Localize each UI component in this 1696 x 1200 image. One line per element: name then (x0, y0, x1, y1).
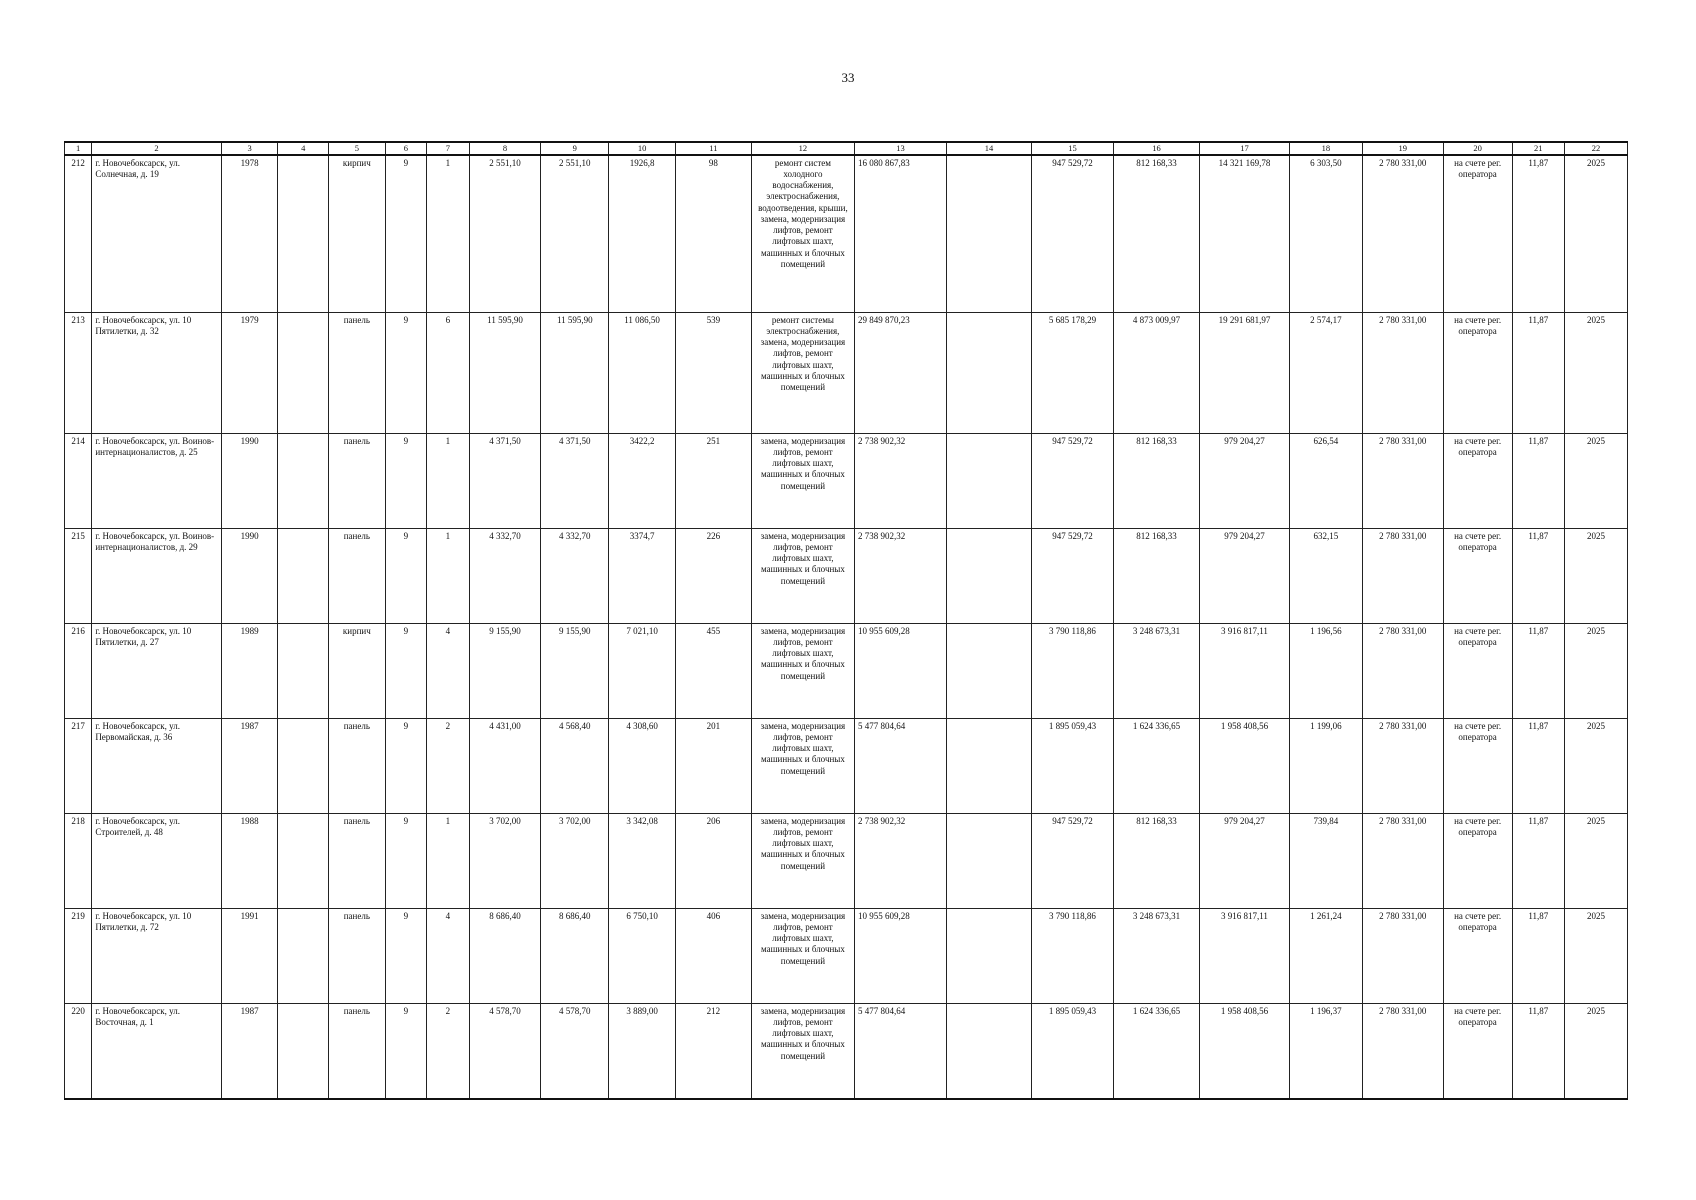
entrances-cell: 1 (427, 155, 469, 313)
column-number: 6 (385, 142, 426, 155)
year-built-cell: 1978 (221, 155, 278, 313)
column-number: 10 (609, 142, 676, 155)
column-19-cell: 2 780 331,00 (1362, 908, 1443, 1003)
column-15-cell: 947 529,72 (1032, 813, 1114, 908)
residents-cell: 455 (675, 623, 751, 718)
column-4-cell (278, 155, 329, 313)
total-area-cell: 2 551,10 (469, 155, 541, 313)
column-14-cell (947, 718, 1032, 813)
living-area-cell: 11 086,50 (609, 312, 676, 433)
funding-source-cell: на счете рег. оператора (1443, 1003, 1512, 1099)
column-18-cell: 632,15 (1289, 528, 1362, 623)
column-18-cell: 6 303,50 (1289, 155, 1362, 313)
deadline-year-cell: 2025 (1565, 155, 1628, 313)
residents-cell: 206 (675, 813, 751, 908)
floors-cell: 9 (385, 1003, 426, 1099)
funding-source-cell: на счете рег. оператора (1443, 528, 1512, 623)
repair-works-cell: замена, модернизация лифтов, ремонт лифтовых шахт, машинных и блочных помещений (751, 1003, 854, 1099)
funding-source-cell: на счете рег. оператора (1443, 312, 1512, 433)
column-15-cell: 947 529,72 (1032, 433, 1114, 528)
wall-material-cell: панель (329, 528, 386, 623)
column-4-cell (278, 813, 329, 908)
year-built-cell: 1990 (221, 528, 278, 623)
table-row (65, 1003, 1628, 1099)
column-18-cell: 739,84 (1289, 813, 1362, 908)
column-14-cell (947, 528, 1032, 623)
living-area-cell: 6 750,10 (609, 908, 676, 1003)
column-16-cell: 3 248 673,31 (1113, 908, 1199, 1003)
total-cost-cell: 2 738 902,32 (855, 433, 947, 528)
table-row (65, 623, 1628, 718)
column-15-cell: 3 790 118,86 (1032, 908, 1114, 1003)
column-number: 3 (221, 142, 278, 155)
row-number-cell: 213 (65, 312, 92, 433)
living-area-cell: 3374,7 (609, 528, 676, 623)
column-number: 11 (675, 142, 751, 155)
wall-material-cell: панель (329, 1003, 386, 1099)
column-19-cell: 2 780 331,00 (1362, 718, 1443, 813)
column-number: 12 (751, 142, 854, 155)
repair-works-cell: ремонт системы электроснабжения, замена, модернизация лифтов, ремонт лифтовых шахт, машинных и блочных помещений (751, 312, 854, 433)
funding-source-cell: на счете рег. оператора (1443, 155, 1512, 313)
column-16-cell: 1 624 336,65 (1113, 718, 1199, 813)
residential-area-cell: 9 155,90 (541, 623, 609, 718)
row-number-cell: 219 (65, 908, 92, 1003)
column-number: 9 (541, 142, 609, 155)
column-19-cell: 2 780 331,00 (1362, 623, 1443, 718)
column-21-cell: 11,87 (1512, 1003, 1565, 1099)
column-16-cell: 812 168,33 (1113, 155, 1199, 313)
column-15-cell: 1 895 059,43 (1032, 1003, 1114, 1099)
address-cell: г. Новочебоксарск, ул. Первомайская, д. 36 (92, 718, 221, 813)
repair-works-cell: замена, модернизация лифтов, ремонт лифтовых шахт, машинных и блочных помещений (751, 528, 854, 623)
column-number: 22 (1565, 142, 1628, 155)
address-cell: г. Новочебоксарск, ул. 10 Пятилетки, д. 32 (92, 312, 221, 433)
column-number: 17 (1199, 142, 1289, 155)
address-cell: г. Новочебоксарск, ул. Солнечная, д. 19 (92, 155, 221, 313)
column-18-cell: 1 196,37 (1289, 1003, 1362, 1099)
year-built-cell: 1979 (221, 312, 278, 433)
deadline-year-cell: 2025 (1565, 1003, 1628, 1099)
floors-cell: 9 (385, 433, 426, 528)
living-area-cell: 3 889,00 (609, 1003, 676, 1099)
column-16-cell: 812 168,33 (1113, 433, 1199, 528)
housing-repair-table (64, 141, 1628, 1100)
column-4-cell (278, 312, 329, 433)
column-number: 15 (1032, 142, 1114, 155)
row-number-cell: 220 (65, 1003, 92, 1099)
column-number: 5 (329, 142, 386, 155)
column-17-cell: 979 204,27 (1199, 433, 1289, 528)
column-21-cell: 11,87 (1512, 718, 1565, 813)
wall-material-cell: кирпич (329, 155, 386, 313)
residents-cell: 251 (675, 433, 751, 528)
column-17-cell: 1 958 408,56 (1199, 718, 1289, 813)
column-number: 21 (1512, 142, 1565, 155)
total-cost-cell: 5 477 804,64 (855, 1003, 947, 1099)
address-cell: г. Новочебоксарск, ул. Воинов-интернационалистов, д. 25 (92, 433, 221, 528)
entrances-cell: 6 (427, 312, 469, 433)
table-row (65, 718, 1628, 813)
total-area-cell: 4 332,70 (469, 528, 541, 623)
address-cell: г. Новочебоксарск, ул. Воинов-интернационалистов, д. 29 (92, 528, 221, 623)
column-number: 1 (65, 142, 92, 155)
deadline-year-cell: 2025 (1565, 718, 1628, 813)
column-14-cell (947, 155, 1032, 313)
year-built-cell: 1987 (221, 1003, 278, 1099)
floors-cell: 9 (385, 155, 426, 313)
column-15-cell: 5 685 178,29 (1032, 312, 1114, 433)
column-number: 18 (1289, 142, 1362, 155)
total-cost-cell: 2 738 902,32 (855, 528, 947, 623)
column-21-cell: 11,87 (1512, 433, 1565, 528)
column-number: 13 (855, 142, 947, 155)
column-17-cell: 1 958 408,56 (1199, 1003, 1289, 1099)
deadline-year-cell: 2025 (1565, 433, 1628, 528)
column-17-cell: 3 916 817,11 (1199, 908, 1289, 1003)
residential-area-cell: 11 595,90 (541, 312, 609, 433)
row-number-cell: 215 (65, 528, 92, 623)
row-number-cell: 217 (65, 718, 92, 813)
total-area-cell: 4 371,50 (469, 433, 541, 528)
column-14-cell (947, 433, 1032, 528)
page-number: 33 (841, 70, 855, 85)
column-number: 20 (1443, 142, 1512, 155)
entrances-cell: 1 (427, 433, 469, 528)
living-area-cell: 4 308,60 (609, 718, 676, 813)
repair-works-cell: замена, модернизация лифтов, ремонт лифтовых шахт, машинных и блочных помещений (751, 433, 854, 528)
row-number-cell: 214 (65, 433, 92, 528)
column-19-cell: 2 780 331,00 (1362, 528, 1443, 623)
deadline-year-cell: 2025 (1565, 908, 1628, 1003)
residential-area-cell: 4 332,70 (541, 528, 609, 623)
floors-cell: 9 (385, 312, 426, 433)
year-built-cell: 1988 (221, 813, 278, 908)
row-number-cell: 218 (65, 813, 92, 908)
residential-area-cell: 4 578,70 (541, 1003, 609, 1099)
table-row (65, 528, 1628, 623)
column-4-cell (278, 433, 329, 528)
column-15-cell: 1 895 059,43 (1032, 718, 1114, 813)
total-area-cell: 4 431,00 (469, 718, 541, 813)
column-16-cell: 1 624 336,65 (1113, 1003, 1199, 1099)
address-cell: г. Новочебоксарск, ул. Восточная, д. 1 (92, 1003, 221, 1099)
living-area-cell: 1926,8 (609, 155, 676, 313)
column-number: 16 (1113, 142, 1199, 155)
wall-material-cell: панель (329, 718, 386, 813)
total-cost-cell: 5 477 804,64 (855, 718, 947, 813)
column-21-cell: 11,87 (1512, 908, 1565, 1003)
floors-cell: 9 (385, 623, 426, 718)
column-14-cell (947, 312, 1032, 433)
wall-material-cell: панель (329, 312, 386, 433)
table-row (65, 908, 1628, 1003)
column-4-cell (278, 908, 329, 1003)
entrances-cell: 2 (427, 1003, 469, 1099)
column-19-cell: 2 780 331,00 (1362, 312, 1443, 433)
funding-source-cell: на счете рег. оператора (1443, 718, 1512, 813)
total-cost-cell: 2 738 902,32 (855, 813, 947, 908)
table-row (65, 813, 1628, 908)
column-number: 19 (1362, 142, 1443, 155)
column-18-cell: 1 199,06 (1289, 718, 1362, 813)
residents-cell: 226 (675, 528, 751, 623)
repair-works-cell: ремонт систем холодного водоснабжения, электроснабжения, водоотведения, крыши, замена, модернизация лифтов, ремонт лифтовых шахт, машинных и блочных помещений (751, 155, 854, 313)
address-cell: г. Новочебоксарск, ул. 10 Пятилетки, д. 72 (92, 908, 221, 1003)
entrances-cell: 4 (427, 623, 469, 718)
column-number: 14 (947, 142, 1032, 155)
column-17-cell: 979 204,27 (1199, 528, 1289, 623)
column-number: 4 (278, 142, 329, 155)
year-built-cell: 1991 (221, 908, 278, 1003)
entrances-cell: 2 (427, 718, 469, 813)
column-15-cell: 3 790 118,86 (1032, 623, 1114, 718)
deadline-year-cell: 2025 (1565, 312, 1628, 433)
column-19-cell: 2 780 331,00 (1362, 1003, 1443, 1099)
column-18-cell: 1 196,56 (1289, 623, 1362, 718)
residential-area-cell: 4 568,40 (541, 718, 609, 813)
column-number: 2 (92, 142, 221, 155)
living-area-cell: 3422,2 (609, 433, 676, 528)
column-16-cell: 812 168,33 (1113, 528, 1199, 623)
residential-area-cell: 4 371,50 (541, 433, 609, 528)
table-row (65, 433, 1628, 528)
wall-material-cell: панель (329, 908, 386, 1003)
residents-cell: 212 (675, 1003, 751, 1099)
column-18-cell: 626,54 (1289, 433, 1362, 528)
column-18-cell: 2 574,17 (1289, 312, 1362, 433)
wall-material-cell: панель (329, 433, 386, 528)
column-number: 8 (469, 142, 541, 155)
column-17-cell: 979 204,27 (1199, 813, 1289, 908)
column-21-cell: 11,87 (1512, 623, 1565, 718)
column-17-cell: 14 321 169,78 (1199, 155, 1289, 313)
year-built-cell: 1987 (221, 718, 278, 813)
table-row (65, 312, 1628, 433)
row-number-cell: 216 (65, 623, 92, 718)
residents-cell: 406 (675, 908, 751, 1003)
floors-cell: 9 (385, 908, 426, 1003)
column-14-cell (947, 623, 1032, 718)
column-14-cell (947, 1003, 1032, 1099)
deadline-year-cell: 2025 (1565, 623, 1628, 718)
funding-source-cell: на счете рег. оператора (1443, 908, 1512, 1003)
repair-works-cell: замена, модернизация лифтов, ремонт лифтовых шахт, машинных и блочных помещений (751, 908, 854, 1003)
column-15-cell: 947 529,72 (1032, 155, 1114, 313)
funding-source-cell: на счете рег. оператора (1443, 623, 1512, 718)
column-21-cell: 11,87 (1512, 813, 1565, 908)
residents-cell: 98 (675, 155, 751, 313)
repair-works-cell: замена, модернизация лифтов, ремонт лифтовых шахт, машинных и блочных помещений (751, 813, 854, 908)
living-area-cell: 7 021,10 (609, 623, 676, 718)
entrances-cell: 1 (427, 528, 469, 623)
column-18-cell: 1 261,24 (1289, 908, 1362, 1003)
column-16-cell: 3 248 673,31 (1113, 623, 1199, 718)
total-area-cell: 4 578,70 (469, 1003, 541, 1099)
year-built-cell: 1989 (221, 623, 278, 718)
column-16-cell: 4 873 009,97 (1113, 312, 1199, 433)
residents-cell: 201 (675, 718, 751, 813)
residential-area-cell: 8 686,40 (541, 908, 609, 1003)
column-14-cell (947, 813, 1032, 908)
floors-cell: 9 (385, 813, 426, 908)
residential-area-cell: 2 551,10 (541, 155, 609, 313)
total-cost-cell: 16 080 867,83 (855, 155, 947, 313)
column-15-cell: 947 529,72 (1032, 528, 1114, 623)
column-4-cell (278, 623, 329, 718)
column-number-row (65, 142, 1628, 155)
column-4-cell (278, 718, 329, 813)
column-21-cell: 11,87 (1512, 312, 1565, 433)
total-cost-cell: 29 849 870,23 (855, 312, 947, 433)
column-4-cell (278, 528, 329, 623)
column-19-cell: 2 780 331,00 (1362, 813, 1443, 908)
year-built-cell: 1990 (221, 433, 278, 528)
wall-material-cell: кирпич (329, 623, 386, 718)
total-cost-cell: 10 955 609,28 (855, 908, 947, 1003)
repair-works-cell: замена, модернизация лифтов, ремонт лифтовых шахт, машинных и блочных помещений (751, 623, 854, 718)
deadline-year-cell: 2025 (1565, 528, 1628, 623)
address-cell: г. Новочебоксарск, ул. 10 Пятилетки, д. 27 (92, 623, 221, 718)
column-21-cell: 11,87 (1512, 528, 1565, 623)
column-19-cell: 2 780 331,00 (1362, 155, 1443, 313)
column-14-cell (947, 908, 1032, 1003)
total-area-cell: 8 686,40 (469, 908, 541, 1003)
address-cell: г. Новочебоксарск, ул. Строителей, д. 48 (92, 813, 221, 908)
column-21-cell: 11,87 (1512, 155, 1565, 313)
funding-source-cell: на счете рег. оператора (1443, 813, 1512, 908)
column-17-cell: 3 916 817,11 (1199, 623, 1289, 718)
wall-material-cell: панель (329, 813, 386, 908)
table-row (65, 155, 1628, 313)
row-number-cell: 212 (65, 155, 92, 313)
total-area-cell: 9 155,90 (469, 623, 541, 718)
column-19-cell: 2 780 331,00 (1362, 433, 1443, 528)
total-cost-cell: 10 955 609,28 (855, 623, 947, 718)
column-4-cell (278, 1003, 329, 1099)
living-area-cell: 3 342,08 (609, 813, 676, 908)
entrances-cell: 1 (427, 813, 469, 908)
floors-cell: 9 (385, 718, 426, 813)
column-16-cell: 812 168,33 (1113, 813, 1199, 908)
column-number: 7 (427, 142, 469, 155)
repair-works-cell: замена, модернизация лифтов, ремонт лифтовых шахт, машинных и блочных помещений (751, 718, 854, 813)
total-area-cell: 11 595,90 (469, 312, 541, 433)
entrances-cell: 4 (427, 908, 469, 1003)
funding-source-cell: на счете рег. оператора (1443, 433, 1512, 528)
column-17-cell: 19 291 681,97 (1199, 312, 1289, 433)
residents-cell: 539 (675, 312, 751, 433)
total-area-cell: 3 702,00 (469, 813, 541, 908)
residential-area-cell: 3 702,00 (541, 813, 609, 908)
deadline-year-cell: 2025 (1565, 813, 1628, 908)
floors-cell: 9 (385, 528, 426, 623)
